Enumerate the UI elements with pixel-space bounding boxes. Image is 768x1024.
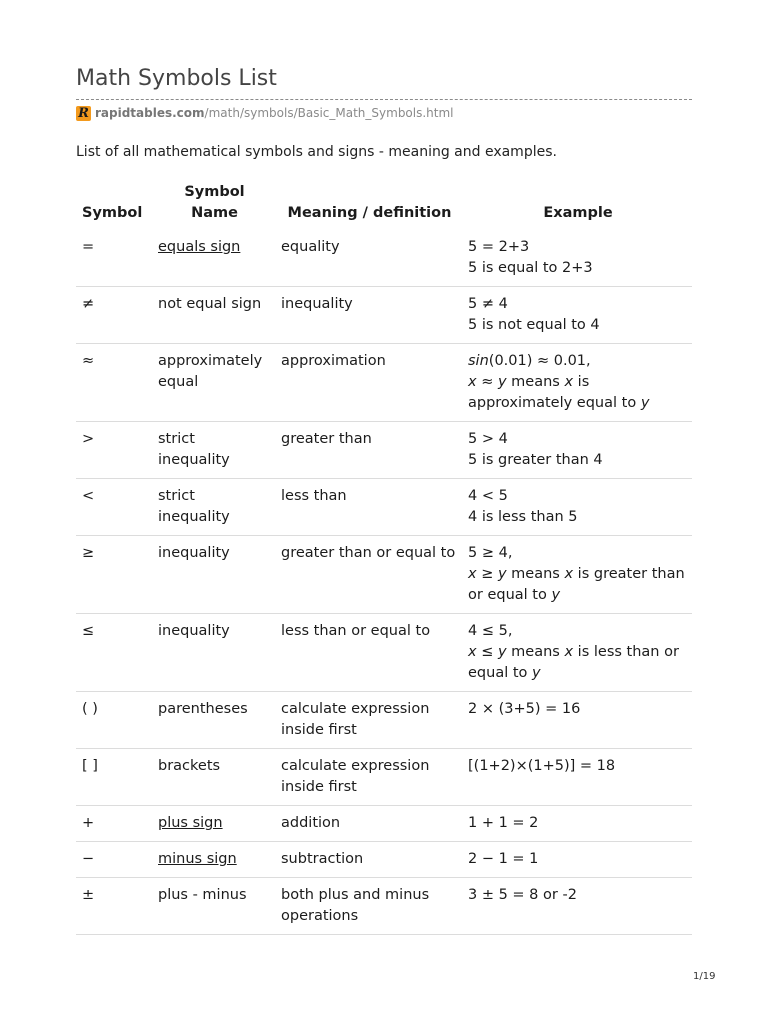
table-row [76,536,692,614]
name-cell: inequality [152,614,275,692]
meaning-cell: greater than or equal to [275,536,462,614]
table-row [76,806,692,842]
symbol-cell: ± [76,878,152,935]
table-row [76,692,692,749]
symbol-cell: = [76,230,152,287]
header-meaning: Meaning / definition [287,205,452,221]
symbol-cell: + [76,806,152,842]
name-cell: parentheses [152,692,275,749]
table-row [76,614,692,692]
page-title: Math Symbols List [76,66,277,91]
meaning-cell: addition [275,806,462,842]
name-cell: not equal sign [152,287,275,344]
symbol-cell: > [76,422,152,479]
table-row [76,878,692,935]
symbol-name-link[interactable]: minus sign [158,851,237,867]
meaning-cell: subtraction [275,842,462,878]
name-cell: approximately equal [152,344,275,422]
table-row [76,344,692,422]
source-link[interactable] [76,105,454,121]
name-cell: strict inequality [152,422,275,479]
symbol-cell: ≤ [76,614,152,692]
example-cell: 4 < 5 4 is less than 5 [462,479,692,536]
symbol-cell: − [76,842,152,878]
example-cell: 5 = 2+3 5 is equal to 2+3 [462,230,692,287]
source-path[interactable]: /math/symbols/Basic_Math_Symbols.html [204,106,454,120]
example-cell: 5 ≠ 4 5 is not equal to 4 [462,287,692,344]
meaning-cell: approximation [275,344,462,422]
title-divider [76,99,692,100]
example-cell: 5 ≥ 4, x ≥ y means x is greater than or equal to y [462,536,692,614]
name-cell: inequality [152,536,275,614]
symbol-cell: ≠ [76,287,152,344]
header-example: Example [543,205,613,221]
symbol-name-link[interactable]: plus sign [158,815,223,831]
symbol-cell: ≈ [76,344,152,422]
meaning-cell: less than or equal to [275,614,462,692]
header-symbol: Symbol [82,205,143,221]
rapidtables-favicon-icon: R [76,106,91,121]
name-cell [152,842,275,878]
meaning-cell: equality [275,230,462,287]
table-row [76,287,692,344]
header-symbol-name: Symbol Name [184,184,245,221]
symbol-cell: < [76,479,152,536]
example-cell: [(1+2)×(1+5)] = 18 [462,749,692,806]
meaning-cell: less than [275,479,462,536]
symbol-cell: ≥ [76,536,152,614]
example-cell: 4 ≤ 5, x ≤ y means x is less than or equal to y [462,614,692,692]
table-row [76,422,692,479]
example-cell: 2 − 1 = 1 [462,842,692,878]
name-cell: brackets [152,749,275,806]
page-number: 1/19 [693,971,716,982]
example-cell: 2 × (3+5) = 16 [462,692,692,749]
meaning-cell: calculate expression inside first [275,749,462,806]
table-row [76,749,692,806]
meaning-cell: calculate expression inside first [275,692,462,749]
symbol-cell: [ ] [76,749,152,806]
intro-text: List of all mathematical symbols and signs - meaning and examples. [76,144,557,160]
meaning-cell: both plus and minus operations [275,878,462,935]
symbol-name-link[interactable]: equals sign [158,239,241,255]
example-cell: 5 > 4 5 is greater than 4 [462,422,692,479]
name-cell [152,806,275,842]
meaning-cell: greater than [275,422,462,479]
name-cell: strict inequality [152,479,275,536]
example-cell: 1 + 1 = 2 [462,806,692,842]
example-cell: 3 ± 5 = 8 or -2 [462,878,692,935]
table-row [76,842,692,878]
table-row [76,230,692,287]
symbol-cell: ( ) [76,692,152,749]
source-domain[interactable]: rapidtables.com [95,106,205,120]
math-symbols-table [76,182,692,935]
example-cell: sin(0.01) ≈ 0.01, x ≈ y means x is approximately equal to y [462,344,692,422]
table-header-row [76,182,692,230]
name-cell: plus - minus [152,878,275,935]
name-cell [152,230,275,287]
table-row [76,479,692,536]
meaning-cell: inequality [275,287,462,344]
